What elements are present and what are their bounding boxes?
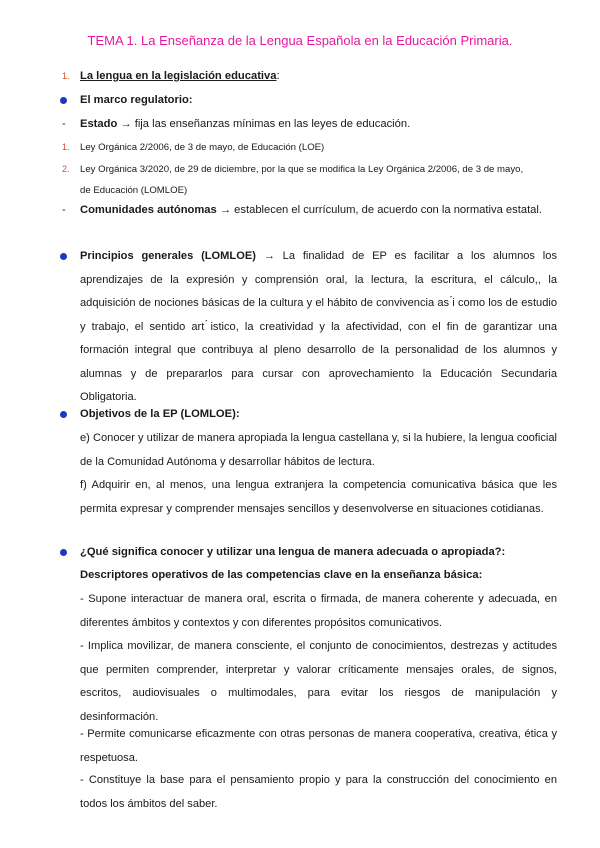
objetivo-e: e) Conocer y utilizar de manera apropiada la lengua castellana y, si la hubiere, la lengua cooficial de la Comunidad Autónoma y desarrollar hábitos de lectura. bbox=[80, 432, 557, 468]
descriptor-1: - Supone interactuar de manera oral, escrita o firmada, de manera coherente y adecuada, en diferentes ámbitos y contextos y con diferentes propósitos comunicativos. bbox=[80, 593, 557, 629]
bullet-icon bbox=[60, 253, 67, 260]
bullet-icon bbox=[60, 549, 67, 556]
principios-text: → La finalidad de EP es facilitar a los alumnos los aprendizajes de la expresión y comprensión oral, la lectura, la escritura, el cálculo,, la adquisición de nociones básicas de la cultura y el hábito de convivencia as ́i como los de estudio y trabajo, el sentido art ́istico, la creatividad y la afectividad, con el fin de garantizar una formación integral que contribuya al pleno desarrollo de la personalidad de los alumnos y alumnas y de prepararlos para cursar con aprovechamiento la Educación Secundaria Obligatoria. bbox=[80, 250, 557, 403]
list-number: 1. bbox=[62, 142, 70, 152]
dash-marker: - bbox=[62, 204, 66, 216]
section-heading-colon: : bbox=[276, 70, 280, 82]
marco-heading-text: El marco regulatorio: bbox=[80, 94, 193, 106]
descriptor-2: - Implica movilizar, de manera consciente, el conjunto de conocimientos, destrezas y actitudes que permiten comprender, interpretar y valorar críticamente mensajes orales, de signos, escritos, audiovisuales o multimodales, para evitar los riesgos de manipulación y desinformación. bbox=[80, 640, 557, 723]
descriptores-heading bbox=[80, 564, 560, 587]
comunidades-text: → establecen el currículum, de acuerdo con la normativa estatal. bbox=[216, 204, 542, 216]
list-number: 2. bbox=[62, 164, 70, 174]
significa-heading bbox=[80, 541, 560, 564]
descriptor-3: - Permite comunicarse eficazmente con otras personas de manera cooperativa, creativa, ética y respetuosa. bbox=[80, 728, 557, 764]
estado-label: Estado bbox=[80, 118, 118, 130]
bullet-icon bbox=[60, 97, 67, 104]
marco-heading bbox=[80, 89, 560, 112]
ley-1: Ley Orgánica 2/2006, de 3 de mayo, de Educación (LOE) bbox=[80, 142, 325, 153]
section-number: 1. bbox=[62, 71, 70, 81]
ley-2-line-1: Ley Orgánica 3/2020, de 29 de diciembre, por la que se modifica la Ley Orgánica 2/2006, de 3 de mayo, bbox=[80, 164, 524, 175]
bullet-icon bbox=[60, 411, 67, 418]
significa-heading-text: ¿Qué significa conocer y utilizar una lengua de manera adecuada o apropiada?: bbox=[80, 546, 506, 558]
estado-text: → fija las enseñanzas mínimas en las leyes de educación. bbox=[117, 118, 411, 130]
ley-2-line-2: de Educación (LOMLOE) bbox=[80, 185, 188, 196]
objetivos-heading-text: Objetivos de la EP (LOMLOE): bbox=[80, 408, 240, 420]
estado-line bbox=[80, 113, 560, 136]
document-title: TEMA 1. La Enseñanza de la Lengua Española en la Educación Primaria. bbox=[87, 33, 513, 48]
objetivo-f: f) Adquirir en, al menos, una lengua extranjera la competencia comunicativa básica que les permita expresar y comprender mensajes sencillos y desenvolverse en situaciones cotidianas. bbox=[80, 479, 557, 515]
section-heading-text: La lengua en la legislación educativa bbox=[80, 70, 277, 82]
dash-marker: - bbox=[62, 118, 66, 130]
comunidades-line bbox=[80, 199, 560, 222]
comunidades-label: Comunidades autónomas bbox=[80, 204, 217, 216]
principios-label: Principios generales (LOMLOE) bbox=[80, 250, 256, 262]
section-heading bbox=[80, 65, 560, 88]
principios-paragraph bbox=[80, 245, 557, 410]
descriptor-4: - Constituye la base para el pensamiento propio y para la construcción del conocimiento en todos los ámbitos del saber. bbox=[80, 774, 557, 810]
objetivos-heading bbox=[80, 403, 560, 426]
descriptores-heading-text: Descriptores operativos de las competencias clave en la enseñanza básica: bbox=[80, 569, 483, 581]
